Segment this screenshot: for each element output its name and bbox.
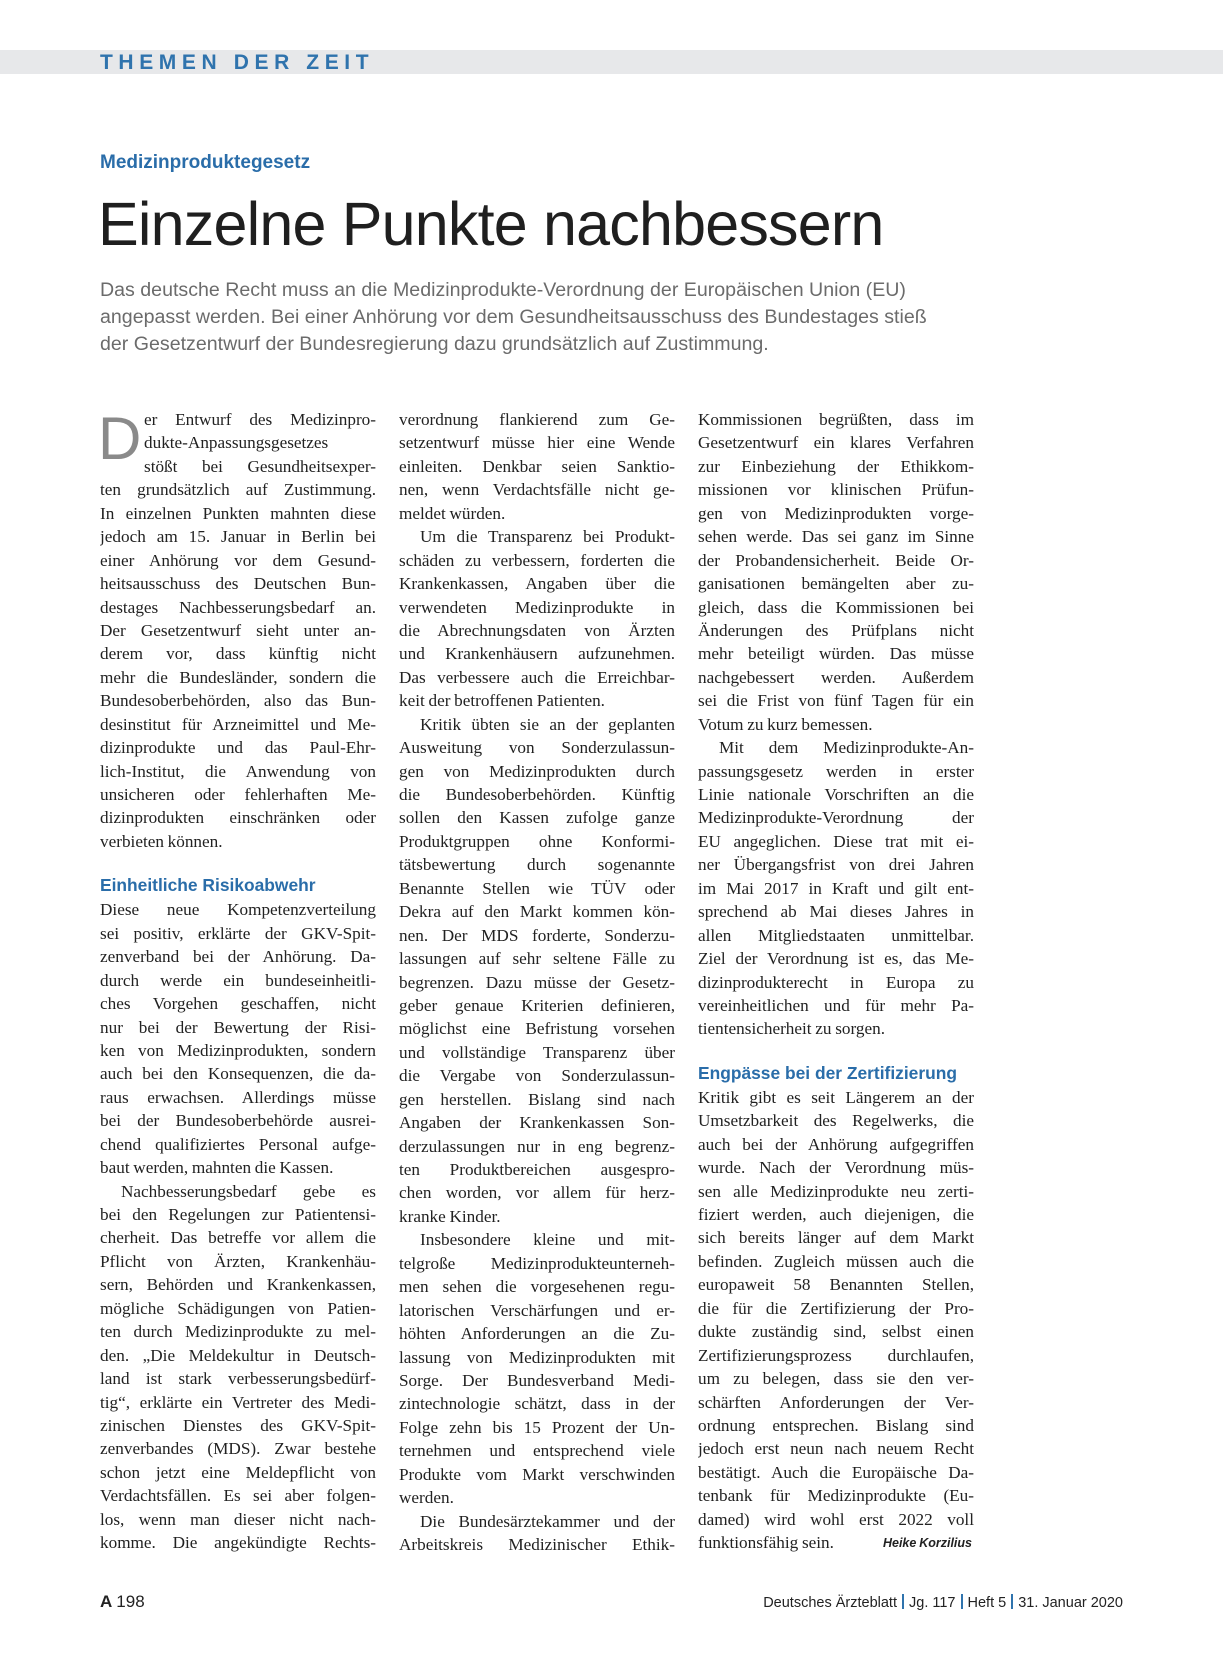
body-text-line: zinischen Dienstes des GKV-Spit- bbox=[100, 1415, 376, 1435]
body-text-line: heitsausschuss des Deutschen Bun- bbox=[100, 574, 376, 594]
body-text-line: Änderungen des Prüfplans nicht bbox=[698, 620, 974, 640]
body-text-line: gen herstellen. Bislang sind nach bbox=[399, 1089, 675, 1109]
body-text-line: setzentwurf müsse hier eine Wende bbox=[399, 433, 675, 453]
publication-issue: Heft 5 bbox=[967, 1595, 1007, 1611]
body-text-line: stößt bei Gesundheitsexper- bbox=[144, 456, 376, 476]
body-text-line: mögliche Schädigungen von Patien- bbox=[100, 1298, 376, 1318]
footer-separator bbox=[1011, 1594, 1013, 1609]
body-text-line: der Probandensicherheit. Beide Or- bbox=[698, 550, 974, 570]
body-text-line: chen worden, vor allem für herz- bbox=[399, 1183, 675, 1203]
article-teaser bbox=[100, 277, 1110, 358]
body-text-line: chend qualifiziertes Personal aufge- bbox=[100, 1134, 376, 1154]
body-text-line: verwendeten Medizinprodukte in bbox=[399, 597, 675, 617]
body-text-line: Diese neue Kompetenzverteilung bbox=[100, 900, 376, 920]
body-text-line: schon jetzt eine Meldepflicht von bbox=[100, 1462, 376, 1482]
teaser-line: angepasst werden. Bei einer Anhörung vor dem Gesundheitsausschuss des Bundestages stieß bbox=[100, 306, 927, 328]
page-number bbox=[100, 1592, 145, 1612]
section-label: THEMEN DER ZEIT bbox=[100, 51, 375, 74]
body-text-line: zenverband bei der Anhörung. Da- bbox=[100, 947, 376, 967]
body-text-line: Insbesondere kleine und mit- bbox=[420, 1230, 675, 1250]
body-text-line: werden. bbox=[399, 1488, 454, 1508]
body-text-line: komme. Die angekündigte Rechts- bbox=[100, 1533, 376, 1553]
body-text-line: cherheit. Das betreffe vor allem die bbox=[100, 1228, 376, 1248]
body-text-line: lich-Institut, die Anwendung von bbox=[100, 761, 376, 781]
body-text-line: die für die Zertifizierung der Pro- bbox=[698, 1298, 974, 1318]
body-text-line: telgroße Medizinprodukteunterneh- bbox=[399, 1253, 675, 1273]
body-text-line: men sehen die vorgesehenen regu- bbox=[399, 1277, 675, 1297]
body-text-line: Ausweitung von Sonderzulassun- bbox=[399, 738, 675, 758]
body-text-line: tenbank für Medizinprodukte (Eu- bbox=[698, 1486, 974, 1506]
body-text-line: sern, Behörden und Krankenkassen, bbox=[100, 1275, 376, 1295]
body-text-line: ner Übergangsfrist von drei Jahren bbox=[698, 855, 974, 875]
body-text-line: lassung von Medizinprodukten mit bbox=[399, 1347, 675, 1367]
body-text-line: raus erwachsen. Allerdings müsse bbox=[100, 1087, 376, 1107]
body-text-line: verbieten können. bbox=[100, 831, 223, 851]
body-text-line: und vollständige Transparenz über bbox=[399, 1042, 675, 1062]
body-text-line: Mit dem Medizinprodukte-An- bbox=[719, 738, 974, 758]
body-text-line: jedoch am 15. Januar in Berlin bei bbox=[100, 527, 376, 547]
body-text-line: sehen werde. Das sei ganz im Sinne bbox=[698, 527, 974, 547]
body-text-line: unsicheren oder fehlerhaften Me- bbox=[100, 785, 376, 804]
body-text-line: einleiten. Denkbar seien Sanktio- bbox=[399, 456, 675, 476]
body-text-line: damed) wird wohl erst 2022 voll bbox=[698, 1509, 974, 1529]
body-text-line: meldet würden. bbox=[399, 503, 506, 523]
body-text-line: Umsetzbarkeit des Regelwerks, die bbox=[698, 1111, 974, 1131]
body-text-line: nur bei der Bewertung der Risi- bbox=[100, 1017, 376, 1037]
body-text-line: die Bundesoberbehörden. Künftig bbox=[399, 785, 675, 804]
body-text-line: um zu belegen, dass sie den ver- bbox=[698, 1369, 974, 1389]
body-text-line: die Abrechnungsdaten von Ärzten bbox=[399, 620, 675, 640]
body-text-line: nen. Der MDS forderte, Sonderzu- bbox=[399, 925, 675, 945]
body-text-line: zenverbandes (MDS). Zwar bestehe bbox=[100, 1439, 376, 1459]
body-text-line: Kommissionen begrüßten, dass im bbox=[698, 410, 974, 429]
body-text-line: schärften Anforderungen der Ver- bbox=[698, 1392, 974, 1412]
body-text-line: Benannte Stellen wie TÜV oder bbox=[399, 878, 675, 898]
body-text-line: dukte-Anpassungsgesetzes bbox=[144, 433, 329, 453]
body-text-line: Der Gesetzentwurf sieht unter an- bbox=[100, 620, 376, 640]
body-text-line: latorischen Verschärfungen und er- bbox=[399, 1300, 675, 1320]
body-text-line: dukte zuständig sind, selbst einen bbox=[698, 1322, 974, 1342]
body-text-line: bestätigt. Auch die Europäische Da- bbox=[698, 1462, 974, 1482]
body-text-line: Nachbesserungsbedarf gebe es bbox=[121, 1181, 376, 1201]
drop-cap: D bbox=[98, 405, 142, 472]
body-text-line: gleich, dass die Kommissionen bei bbox=[698, 597, 974, 617]
body-text-line: ternehmen und entsprechend viele bbox=[399, 1441, 675, 1461]
publication-date: 31. Januar 2020 bbox=[1018, 1595, 1123, 1611]
body-text-line: ten Produktbereichen ausgespro- bbox=[399, 1160, 675, 1179]
body-text-line: Dekra auf den Markt kommen kön- bbox=[399, 902, 675, 922]
body-text-line: befinden. Zugleich müssen auch die bbox=[698, 1251, 974, 1271]
body-text-line: Linie nationale Vorschriften an die bbox=[698, 785, 974, 804]
publication-volume: Jg. 117 bbox=[909, 1595, 956, 1611]
body-text-line: auch bei der Anhörung aufgegriffen bbox=[698, 1134, 974, 1154]
body-text-line: lassungen auf sehr seltene Fälle zu bbox=[399, 949, 675, 969]
body-text-line: dizinprodukterecht in Europa zu bbox=[698, 972, 974, 992]
body-text-line: europaweit 58 Benannten Stellen, bbox=[698, 1275, 974, 1295]
body-text-line: Folge zehn bis 15 Prozent der Un- bbox=[399, 1417, 675, 1437]
body-text-line: ten grundsätzlich auf Zustimmung. bbox=[100, 480, 376, 500]
footer-separator bbox=[961, 1594, 963, 1609]
body-text-line: In einzelnen Punkten mahnten diese bbox=[100, 503, 376, 523]
body-text-line: Das verbessere auch die Erreichbar- bbox=[399, 667, 675, 687]
body-text-line: Zertifizierungsprozess durchlaufen, bbox=[698, 1345, 974, 1365]
article-kicker: Medizinproduktegesetz bbox=[100, 152, 311, 173]
body-text-line: Votum zu kurz bemessen. bbox=[698, 714, 873, 734]
body-text-line: desinstitut für Arzneimittel und Me- bbox=[100, 714, 376, 734]
publication-footer bbox=[763, 1594, 1123, 1611]
body-text-line: gen von Medizinprodukten durch bbox=[399, 761, 675, 781]
body-text-line: mehr die Bundesländer, sondern die bbox=[100, 667, 376, 687]
body-text-line: EU angeglichen. Diese trat mit ei- bbox=[698, 831, 974, 851]
body-column-3 bbox=[698, 408, 974, 1555]
body-text-line: wurde. Nach der Verordnung müs- bbox=[698, 1158, 974, 1178]
body-column-2 bbox=[399, 408, 675, 1556]
body-text-line: Pflicht von Ärzten, Krankenhäu- bbox=[100, 1251, 376, 1271]
body-text-line: missionen vor klinischen Prüfun- bbox=[698, 480, 974, 500]
body-text-line: vereinheitlichen und für mehr Pa- bbox=[698, 995, 974, 1015]
body-text-line: dizinprodukte und das Paul-Ehr- bbox=[100, 738, 376, 758]
body-text-line: Produktgruppen ohne Konformi- bbox=[399, 831, 675, 851]
section-subheading: Einheitliche Risikoabwehr bbox=[100, 875, 316, 896]
article-headline: Einzelne Punkte nachbessern bbox=[98, 190, 884, 258]
body-text-line: fiziert werden, auch diejenigen, die bbox=[698, 1205, 974, 1224]
section-subheading: Engpässe bei der Zertifizierung bbox=[698, 1062, 957, 1083]
teaser-line: der Gesetzentwurf der Bundesregierung dazu grundsätzlich auf Zustimmung. bbox=[100, 333, 769, 355]
body-text-line: Bundesoberbehörden, also das Bun- bbox=[100, 691, 376, 711]
body-text-line: land ist stark verbesserungsbedürf- bbox=[100, 1369, 376, 1389]
body-text-line: schäden zu verbessern, forderten die bbox=[399, 550, 675, 570]
body-text-line: sich bereits länger auf dem Markt bbox=[698, 1228, 974, 1248]
body-text-line: kranke Kinder. bbox=[399, 1206, 501, 1226]
body-column-1 bbox=[98, 405, 376, 1555]
body-text-line: funktionsfähig sein. Heike Korzilius bbox=[698, 1531, 974, 1554]
page-number-value: 198 bbox=[116, 1592, 145, 1611]
body-text-line: derzulassungen nur in eng begrenz- bbox=[399, 1136, 675, 1156]
body-text-line: auch bei den Konsequenzen, die da- bbox=[100, 1064, 376, 1084]
body-text-line: derem vor, dass künftig nicht bbox=[100, 644, 376, 664]
body-text-line: sei positiv, erklärte der GKV-Spit- bbox=[100, 923, 376, 943]
body-text-line: bei der Bundesoberbehörde ausrei- bbox=[100, 1111, 376, 1131]
body-text-line: Produkte vom Markt verschwinden bbox=[399, 1464, 675, 1484]
body-text-line: begrenzen. Dazu müsse der Gesetz- bbox=[399, 972, 675, 992]
body-text-line: im Mai 2017 in Kraft und gilt ent- bbox=[698, 878, 974, 898]
publication-name: Deutsches Ärzteblatt bbox=[763, 1595, 897, 1611]
body-text-line: Kritik übten sie an der geplanten bbox=[420, 714, 675, 734]
author-byline: Heike Korzilius bbox=[882, 1535, 972, 1550]
body-text-line: zur Einbeziehung der Ethikkom- bbox=[698, 456, 974, 476]
body-text-line: tätsbewertung durch sogenannte bbox=[399, 855, 675, 875]
body-text-line: einer Anhörung vor dem Gesund- bbox=[100, 550, 376, 570]
body-text-line: Um die Transparenz bei Produkt- bbox=[420, 527, 675, 547]
body-text-line: sen alle Medizinprodukte neu zerti- bbox=[698, 1181, 974, 1201]
body-text-line: zintechnologie schätzt, dass in der bbox=[399, 1394, 675, 1414]
body-text-line: ken von Medizinprodukten, sondern bbox=[100, 1040, 376, 1060]
body-text-line: mehr beteiligt würden. Das müsse bbox=[698, 644, 974, 664]
body-text-line: Ziel der Verordnung ist es, das Me- bbox=[698, 949, 974, 969]
body-text-line: ches Vorgehen geschaffen, nicht bbox=[100, 994, 376, 1014]
body-text-line: ganisationen bemängelten aber zu- bbox=[698, 574, 974, 594]
body-text-line: möglichst eine Befristung vorsehen bbox=[399, 1019, 675, 1039]
body-text-line: geber genaue Kriterien definieren, bbox=[399, 995, 675, 1015]
body-text-line: Medizinprodukte-Verordnung der bbox=[698, 808, 974, 828]
page-prefix: A bbox=[100, 1592, 113, 1611]
body-text-line: Die Bundesärztekammer und der bbox=[420, 1511, 675, 1531]
body-text-line: tig“, erklärte ein Vertreter des Medi- bbox=[100, 1392, 376, 1412]
body-text-line: Angaben der Krankenkassen Son- bbox=[399, 1113, 675, 1133]
body-text-line: sei die Frist von fünf Tagen für ein bbox=[698, 691, 974, 711]
body-text-line: ten durch Medizinprodukte zu mel- bbox=[100, 1322, 376, 1342]
body-text-line: durch werde ein bundeseinheitli- bbox=[100, 970, 376, 990]
body-text-line: bei den Regelungen zur Patientensi- bbox=[100, 1205, 376, 1224]
body-text-line: und Krankenhäusern aufzunehmen. bbox=[399, 644, 675, 664]
body-text-line: keit der betroffenen Patienten. bbox=[399, 691, 605, 711]
body-text-line: baut werden, mahnten die Kassen. bbox=[100, 1158, 334, 1178]
body-text-line: ordnung entsprechen. Bislang sind bbox=[698, 1415, 974, 1435]
body-text-line: jedoch erst neun nach neuem Recht bbox=[698, 1439, 974, 1459]
body-text-line: nachgebessert werden. Außerdem bbox=[698, 667, 974, 687]
body-text-line: sprechend ab Mai dieses Jahres in bbox=[698, 902, 974, 922]
body-text-line: verordnung flankierend zum Ge- bbox=[399, 410, 675, 429]
body-text-line: höhten Anforderungen an die Zu- bbox=[399, 1324, 675, 1344]
body-text-line: den. „Die Meldekultur in Deutsch- bbox=[100, 1345, 376, 1365]
body-text-line: gen von Medizinprodukten vorge- bbox=[698, 503, 974, 523]
body-text-line: Krankenkassen, Angaben über die bbox=[399, 574, 675, 594]
body-text-line: Sorge. Der Bundesverband Medi- bbox=[399, 1370, 675, 1390]
body-text-line: Arbeitskreis Medizinischer Ethik- bbox=[399, 1535, 675, 1554]
body-text-line: er Entwurf des Medizinpro- bbox=[144, 410, 376, 429]
body-text-line: nen, wenn Verdachtsfälle nicht ge- bbox=[399, 480, 675, 500]
teaser-line: Das deutsche Recht muss an die Medizinprodukte-Verordnung der Europäischen Union (EU) bbox=[100, 279, 906, 301]
body-text-line: passungsgesetz werden in erster bbox=[698, 761, 974, 781]
body-text-line: destages Nachbesserungsbedarf an. bbox=[100, 597, 376, 617]
body-text-line: Gesetzentwurf ein klares Verfahren bbox=[698, 433, 974, 453]
body-text-line: dizinprodukten einschränken oder bbox=[100, 808, 376, 828]
body-text-line: los, wenn man dieser nicht nach- bbox=[100, 1509, 376, 1529]
footer-separator bbox=[902, 1594, 904, 1609]
body-text-line: sollen den Kassen zufolge ganze bbox=[399, 808, 675, 828]
body-text-line: tientensicherheit zu sorgen. bbox=[698, 1019, 886, 1039]
body-text-line: Kritik gibt es seit Längerem an der bbox=[698, 1087, 974, 1107]
body-text-line: Verdachtsfällen. Es sei aber folgen- bbox=[100, 1486, 376, 1506]
body-text-line: allen Mitgliedstaaten unmittelbar. bbox=[698, 925, 974, 945]
body-text-line: die Vergabe von Sonderzulassun- bbox=[399, 1066, 675, 1086]
